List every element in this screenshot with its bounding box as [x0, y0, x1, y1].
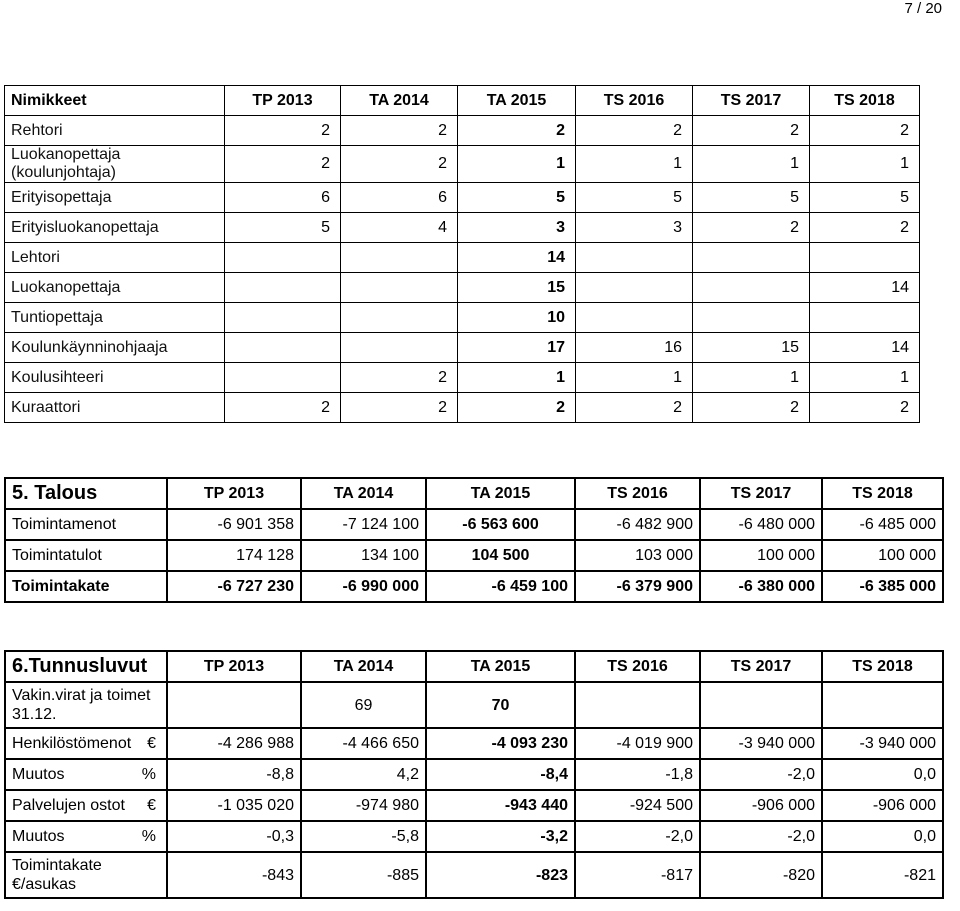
table-row — [5, 728, 943, 759]
cell: 5 — [810, 183, 920, 213]
cell: 100 000 — [822, 540, 943, 571]
cell: 2 — [458, 116, 576, 146]
cell — [693, 243, 810, 273]
cell: -6 380 000 — [700, 571, 822, 602]
row-label — [5, 790, 167, 821]
cell: 69 — [301, 682, 426, 728]
cell: -3,2 — [426, 821, 575, 852]
page-number: 7 / 20 — [904, 0, 942, 17]
cell: 5 — [458, 183, 576, 213]
cell: -7 124 100 — [301, 509, 426, 540]
table-row — [5, 273, 920, 303]
cell — [810, 303, 920, 333]
cell: -1 035 020 — [167, 790, 301, 821]
cell — [693, 303, 810, 333]
cell: 17 — [458, 333, 576, 363]
cell: 14 — [810, 273, 920, 303]
cell: -924 500 — [575, 790, 700, 821]
cell: 1 — [458, 363, 576, 393]
row-label: Erityisluokanopettaja — [5, 213, 225, 243]
cell: -6 990 000 — [301, 571, 426, 602]
column-header: TS 2017 — [700, 651, 822, 682]
cell: 16 — [576, 333, 693, 363]
cell: 2 — [458, 393, 576, 423]
cell: 2 — [693, 213, 810, 243]
table-row — [5, 116, 920, 146]
row-label-text: Henkilöstömenot — [12, 734, 132, 752]
cell — [225, 333, 341, 363]
column-header: TS 2016 — [575, 478, 700, 509]
cell: -6 459 100 — [426, 571, 575, 602]
cell: 1 — [576, 146, 693, 183]
cell: 6 — [341, 183, 458, 213]
cell: -4 093 230 — [426, 728, 575, 759]
table-row — [5, 146, 920, 183]
cell: 15 — [458, 273, 576, 303]
cell — [700, 682, 822, 728]
cell: 2 — [576, 393, 693, 423]
row-label — [5, 682, 167, 728]
cell: 14 — [810, 333, 920, 363]
column-header: TP 2013 — [167, 478, 301, 509]
cell: 2 — [810, 213, 920, 243]
row-label: Luokanopettaja — [5, 273, 225, 303]
cell: -1,8 — [575, 759, 700, 790]
cell: -906 000 — [822, 790, 943, 821]
euro-unit: € — [147, 796, 156, 814]
cell — [225, 273, 341, 303]
column-header: TA 2014 — [301, 651, 426, 682]
table-row — [5, 571, 943, 602]
table-row — [5, 759, 943, 790]
table-row — [5, 540, 943, 571]
row-label: Toimintamenot — [5, 509, 167, 540]
cell: 1 — [693, 146, 810, 183]
cell: -3 940 000 — [822, 728, 943, 759]
column-header: TS 2017 — [700, 478, 822, 509]
cell: -2,0 — [575, 821, 700, 852]
cell: 1 — [576, 363, 693, 393]
row-label: Lehtori — [5, 243, 225, 273]
nimikkeet-table — [4, 85, 920, 423]
cell: -843 — [167, 852, 301, 898]
table-row — [5, 790, 943, 821]
cell: 103 000 — [575, 540, 700, 571]
cell — [810, 243, 920, 273]
cell: -2,0 — [700, 759, 822, 790]
cell: -943 440 — [426, 790, 575, 821]
cell: 2 — [225, 116, 341, 146]
cell: 2 — [225, 393, 341, 423]
cell: 100 000 — [700, 540, 822, 571]
column-header: TS 2016 — [576, 86, 693, 116]
cell: -974 980 — [301, 790, 426, 821]
cell: 4 — [341, 213, 458, 243]
column-header: Nimikkeet — [5, 86, 225, 116]
row-label: Koulunkäynninohjaaja — [5, 333, 225, 363]
row-label: Toimintakate — [5, 571, 167, 602]
cell — [576, 273, 693, 303]
table-row — [5, 852, 943, 898]
row-label-text: Vakin.virat ja toimet 31.12. — [12, 687, 151, 723]
cell: 70 — [426, 682, 575, 728]
cell — [341, 303, 458, 333]
row-label: Luokanopettaja (koulunjohtaja) — [5, 146, 225, 183]
table-row — [5, 821, 943, 852]
cell: 5 — [576, 183, 693, 213]
cell: -906 000 — [700, 790, 822, 821]
table-row — [5, 509, 943, 540]
row-label: Koulusihteeri — [5, 363, 225, 393]
cell: 2 — [341, 146, 458, 183]
table-row — [5, 213, 920, 243]
cell: -817 — [575, 852, 700, 898]
cell: 2 — [225, 146, 341, 183]
cell: 5 — [693, 183, 810, 213]
column-header: TS 2017 — [693, 86, 810, 116]
column-header: TP 2013 — [167, 651, 301, 682]
row-label — [5, 852, 167, 898]
row-label-text: Toimintakate €/asukas — [12, 857, 102, 893]
cell: -8,4 — [426, 759, 575, 790]
cell: -3 940 000 — [700, 728, 822, 759]
cell: 0,0 — [822, 759, 943, 790]
cell: 1 — [458, 146, 576, 183]
cell: 15 — [693, 333, 810, 363]
cell: -0,3 — [167, 821, 301, 852]
cell: 2 — [810, 393, 920, 423]
table-row — [5, 333, 920, 363]
cell: 2 — [341, 363, 458, 393]
column-header: TS 2018 — [810, 86, 920, 116]
cell: -2,0 — [700, 821, 822, 852]
cell: 5 — [225, 213, 341, 243]
cell: -6 482 900 — [575, 509, 700, 540]
cell — [225, 303, 341, 333]
cell — [341, 243, 458, 273]
cell: 2 — [341, 393, 458, 423]
percent-unit: % — [141, 765, 156, 783]
column-header: TP 2013 — [225, 86, 341, 116]
cell: -6 485 000 — [822, 509, 943, 540]
cell: -823 — [426, 852, 575, 898]
row-label: Tuntiopettaja — [5, 303, 225, 333]
column-header: TA 2015 — [426, 651, 575, 682]
cell: -6 901 358 — [167, 509, 301, 540]
cell — [576, 243, 693, 273]
cell: 6 — [225, 183, 341, 213]
cell — [822, 682, 943, 728]
row-label: Toimintatulot — [5, 540, 167, 571]
table-row — [5, 303, 920, 333]
cell — [693, 273, 810, 303]
table-row — [5, 393, 920, 423]
cell: -5,8 — [301, 821, 426, 852]
cell: 134 100 — [301, 540, 426, 571]
row-label — [5, 728, 167, 759]
cell: 3 — [576, 213, 693, 243]
cell: 10 — [458, 303, 576, 333]
cell: 4,2 — [301, 759, 426, 790]
talous-table — [4, 477, 944, 603]
row-label-text: Muutos — [12, 765, 65, 783]
cell: 1 — [810, 146, 920, 183]
cell — [576, 303, 693, 333]
cell: 2 — [576, 116, 693, 146]
row-label-text: Muutos — [12, 827, 65, 845]
column-header: TS 2018 — [822, 651, 943, 682]
tunnusluvut-table — [4, 650, 944, 899]
cell: -8,8 — [167, 759, 301, 790]
cell — [341, 273, 458, 303]
table-row — [5, 363, 920, 393]
cell — [575, 682, 700, 728]
cell: -885 — [301, 852, 426, 898]
row-label: Rehtori — [5, 116, 225, 146]
row-label — [5, 821, 167, 852]
cell — [341, 333, 458, 363]
cell: -6 379 900 — [575, 571, 700, 602]
cell: -6 563 600 — [426, 509, 575, 540]
cell: -4 019 900 — [575, 728, 700, 759]
table-header-row — [5, 86, 920, 116]
column-header: TA 2014 — [341, 86, 458, 116]
cell: -6 480 000 — [700, 509, 822, 540]
table-row — [5, 183, 920, 213]
cell: 2 — [810, 116, 920, 146]
cell: -820 — [700, 852, 822, 898]
cell: 2 — [693, 393, 810, 423]
table-header-row — [5, 478, 943, 509]
cell — [225, 363, 341, 393]
cell — [167, 682, 301, 728]
row-label: Erityisopettaja — [5, 183, 225, 213]
cell: -821 — [822, 852, 943, 898]
table-header-row — [5, 651, 943, 682]
cell: -6 385 000 — [822, 571, 943, 602]
cell: 104 500 — [426, 540, 575, 571]
row-label — [5, 759, 167, 790]
column-header: TS 2018 — [822, 478, 943, 509]
table-row — [5, 682, 943, 728]
cell: -4 466 650 — [301, 728, 426, 759]
cell: 1 — [693, 363, 810, 393]
cell: 3 — [458, 213, 576, 243]
cell: 0,0 — [822, 821, 943, 852]
row-label-text: Palvelujen ostot — [12, 796, 125, 814]
cell: 174 128 — [167, 540, 301, 571]
cell: 2 — [693, 116, 810, 146]
cell: -6 727 230 — [167, 571, 301, 602]
column-header: TS 2016 — [575, 651, 700, 682]
row-label: Kuraattori — [5, 393, 225, 423]
euro-unit: € — [147, 734, 156, 752]
cell: -4 286 988 — [167, 728, 301, 759]
column-header: TA 2014 — [301, 478, 426, 509]
cell: 2 — [341, 116, 458, 146]
column-header: TA 2015 — [458, 86, 576, 116]
table-row — [5, 243, 920, 273]
cell — [225, 243, 341, 273]
column-header: TA 2015 — [426, 478, 575, 509]
section-title: 5. Talous — [5, 478, 167, 509]
percent-unit: % — [141, 827, 156, 845]
cell: 14 — [458, 243, 576, 273]
section-title: 6.Tunnusluvut — [5, 651, 167, 682]
cell: 1 — [810, 363, 920, 393]
